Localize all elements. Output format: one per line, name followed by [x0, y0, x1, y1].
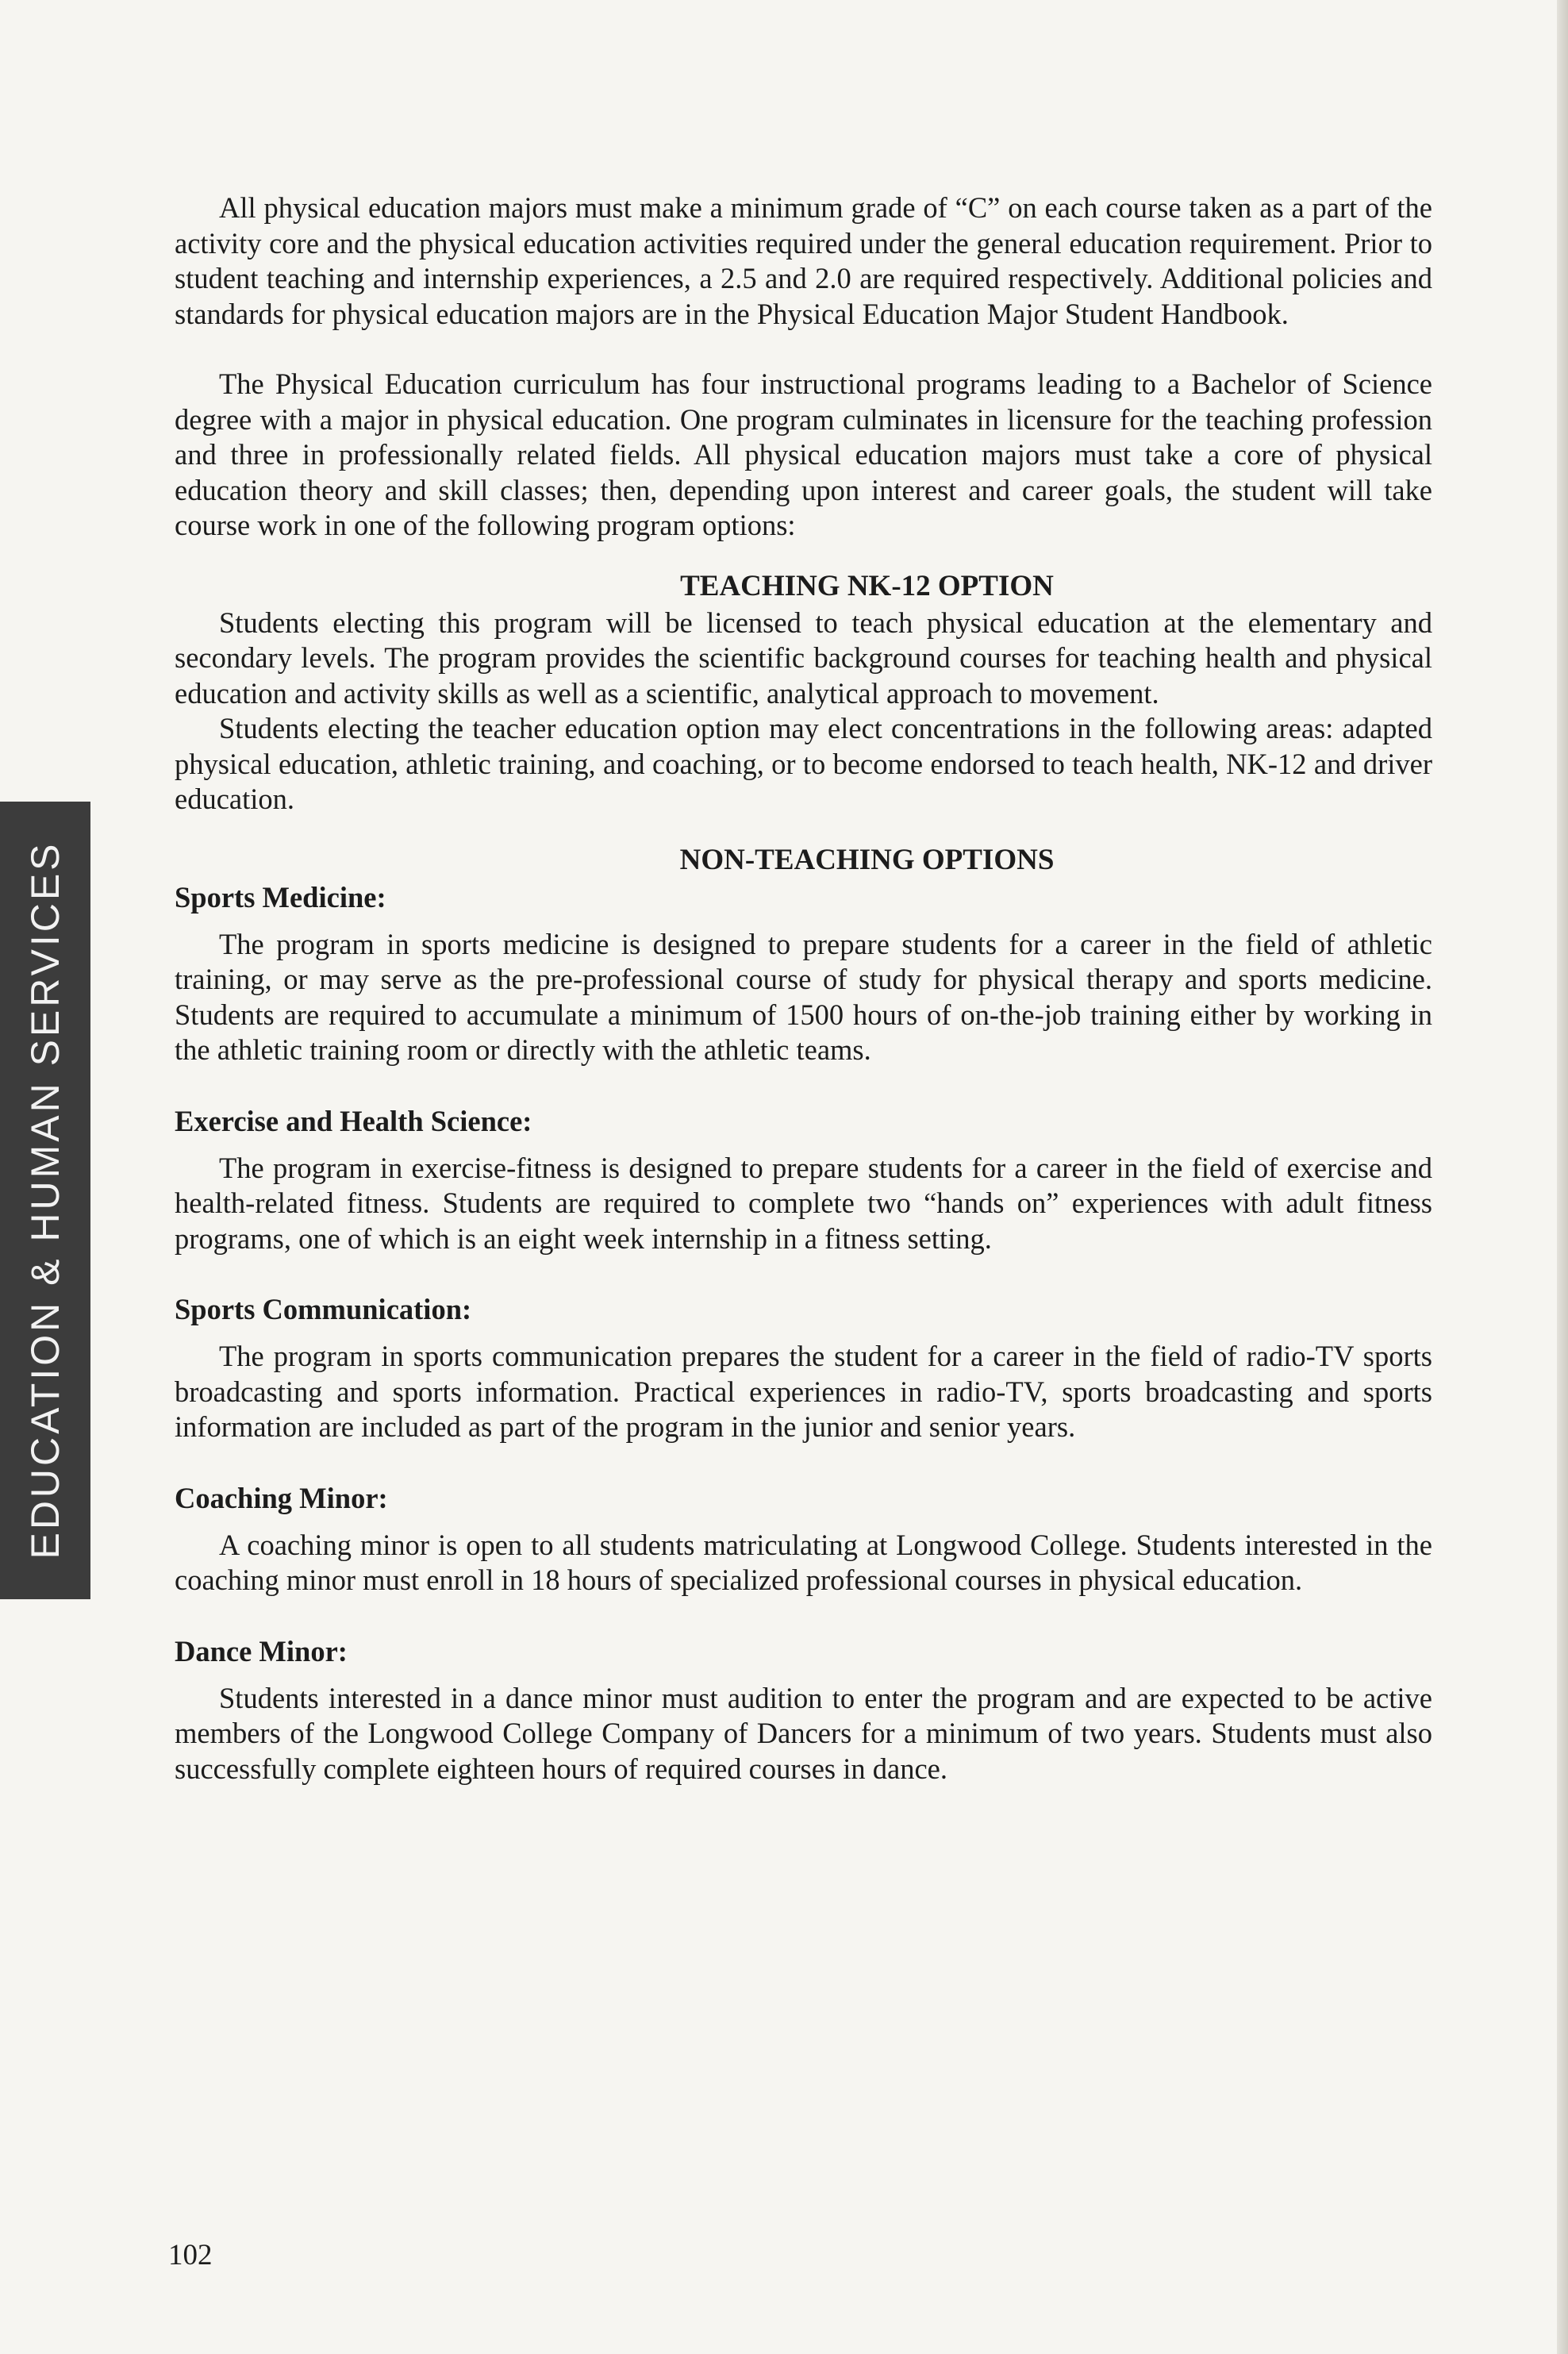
- sports-communication-text: The program in sports communication prepares the student for a career in the field of radio-TV sports broadcasting and sports information. Practical experiences in radio-TV, sports broadcasting and sports information are included as part of the program in the junior and senior years.: [175, 1340, 1432, 1443]
- teaching-option-title: TEACHING NK-12 OPTION: [680, 569, 1054, 602]
- coaching-minor-text: A coaching minor is open to all students matriculating at Longwood College. Students interested in the coaching minor must enroll in 18 hours of specialized professional courses in physical education.: [175, 1528, 1432, 1596]
- intro-paragraph: The Physical Education curriculum has four instructional programs leading to a Bachelor of Science degree with a major in physical education. One program culminates in licensure for the teaching profession and three in professionally related fields. All physical education majors must take a core of physical education theory and skill classes; then, depending upon interest and career goals, the student will take course work in one of the following program options:: [175, 367, 1432, 541]
- dance-minor-text: Students interested in a dance minor must audition to enter the program and are expected to be active members of the Longwood College Company of Dancers for a minimum of two years. Students must also successfully complete eighteen hours of required courses in dance.: [175, 1681, 1432, 1785]
- page-number: 102: [168, 2239, 213, 2271]
- teaching-paragraph: Students electing this program will be licensed to teach physical education at the elementary and secondary levels. The program provides the scientific background courses for teaching health and physical education and activity skills as well as a scientific, analytical approach to movement.: [175, 606, 1432, 710]
- exercise-health-heading: Exercise and Health Science:: [175, 1104, 532, 1137]
- coaching-minor-heading: Coaching Minor:: [175, 1481, 388, 1514]
- dance-minor-heading: Dance Minor:: [175, 1634, 348, 1667]
- exercise-health-text: The program in exercise-fitness is designed to prepare students for a career in the field of exercise and health-related fitness. Students are required to complete two “hands on” experiences with adult fitness programs, one of which is an eight week internship in a fitness setting.: [175, 1151, 1432, 1255]
- teaching-paragraph: Students electing the teacher education option may elect concentrations in the following areas: adapted physical education, athletic training, and coaching, or to become endorsed to teach health, NK-12 and driver education.: [175, 712, 1432, 815]
- sports-medicine-heading: Sports Medicine:: [175, 880, 386, 914]
- non-teaching-title: NON-TEACHING OPTIONS: [679, 843, 1055, 876]
- sports-communication-heading: Sports Communication:: [175, 1293, 472, 1325]
- sports-medicine-text: The program in sports medicine is designed to prepare students for a career in the field of athletic training, or may serve as the pre-professional course of study for physical therapy and sports medicine. Students are required to accumulate a minimum of 1500 hours of on-the-job training either by working in the athletic training room or directly with the athletic teams.: [175, 927, 1432, 1066]
- side-tab-label: EDUCATION & HUMAN SERVICES: [23, 840, 67, 1560]
- page-edge-shadow: [1557, 0, 1568, 2354]
- page-content: [175, 190, 1432, 1787]
- intro-paragraph: All physical education majors must make a minimum grade of “C” on each course taken as a part of the activity core and the physical education activities required under the general education requirement. Prior to student teaching and internship experiences, a 2.5 and 2.0 are required respectively. Additional policies and standards for physical education majors are in the Physical Education Major Student Handbook.: [175, 191, 1432, 330]
